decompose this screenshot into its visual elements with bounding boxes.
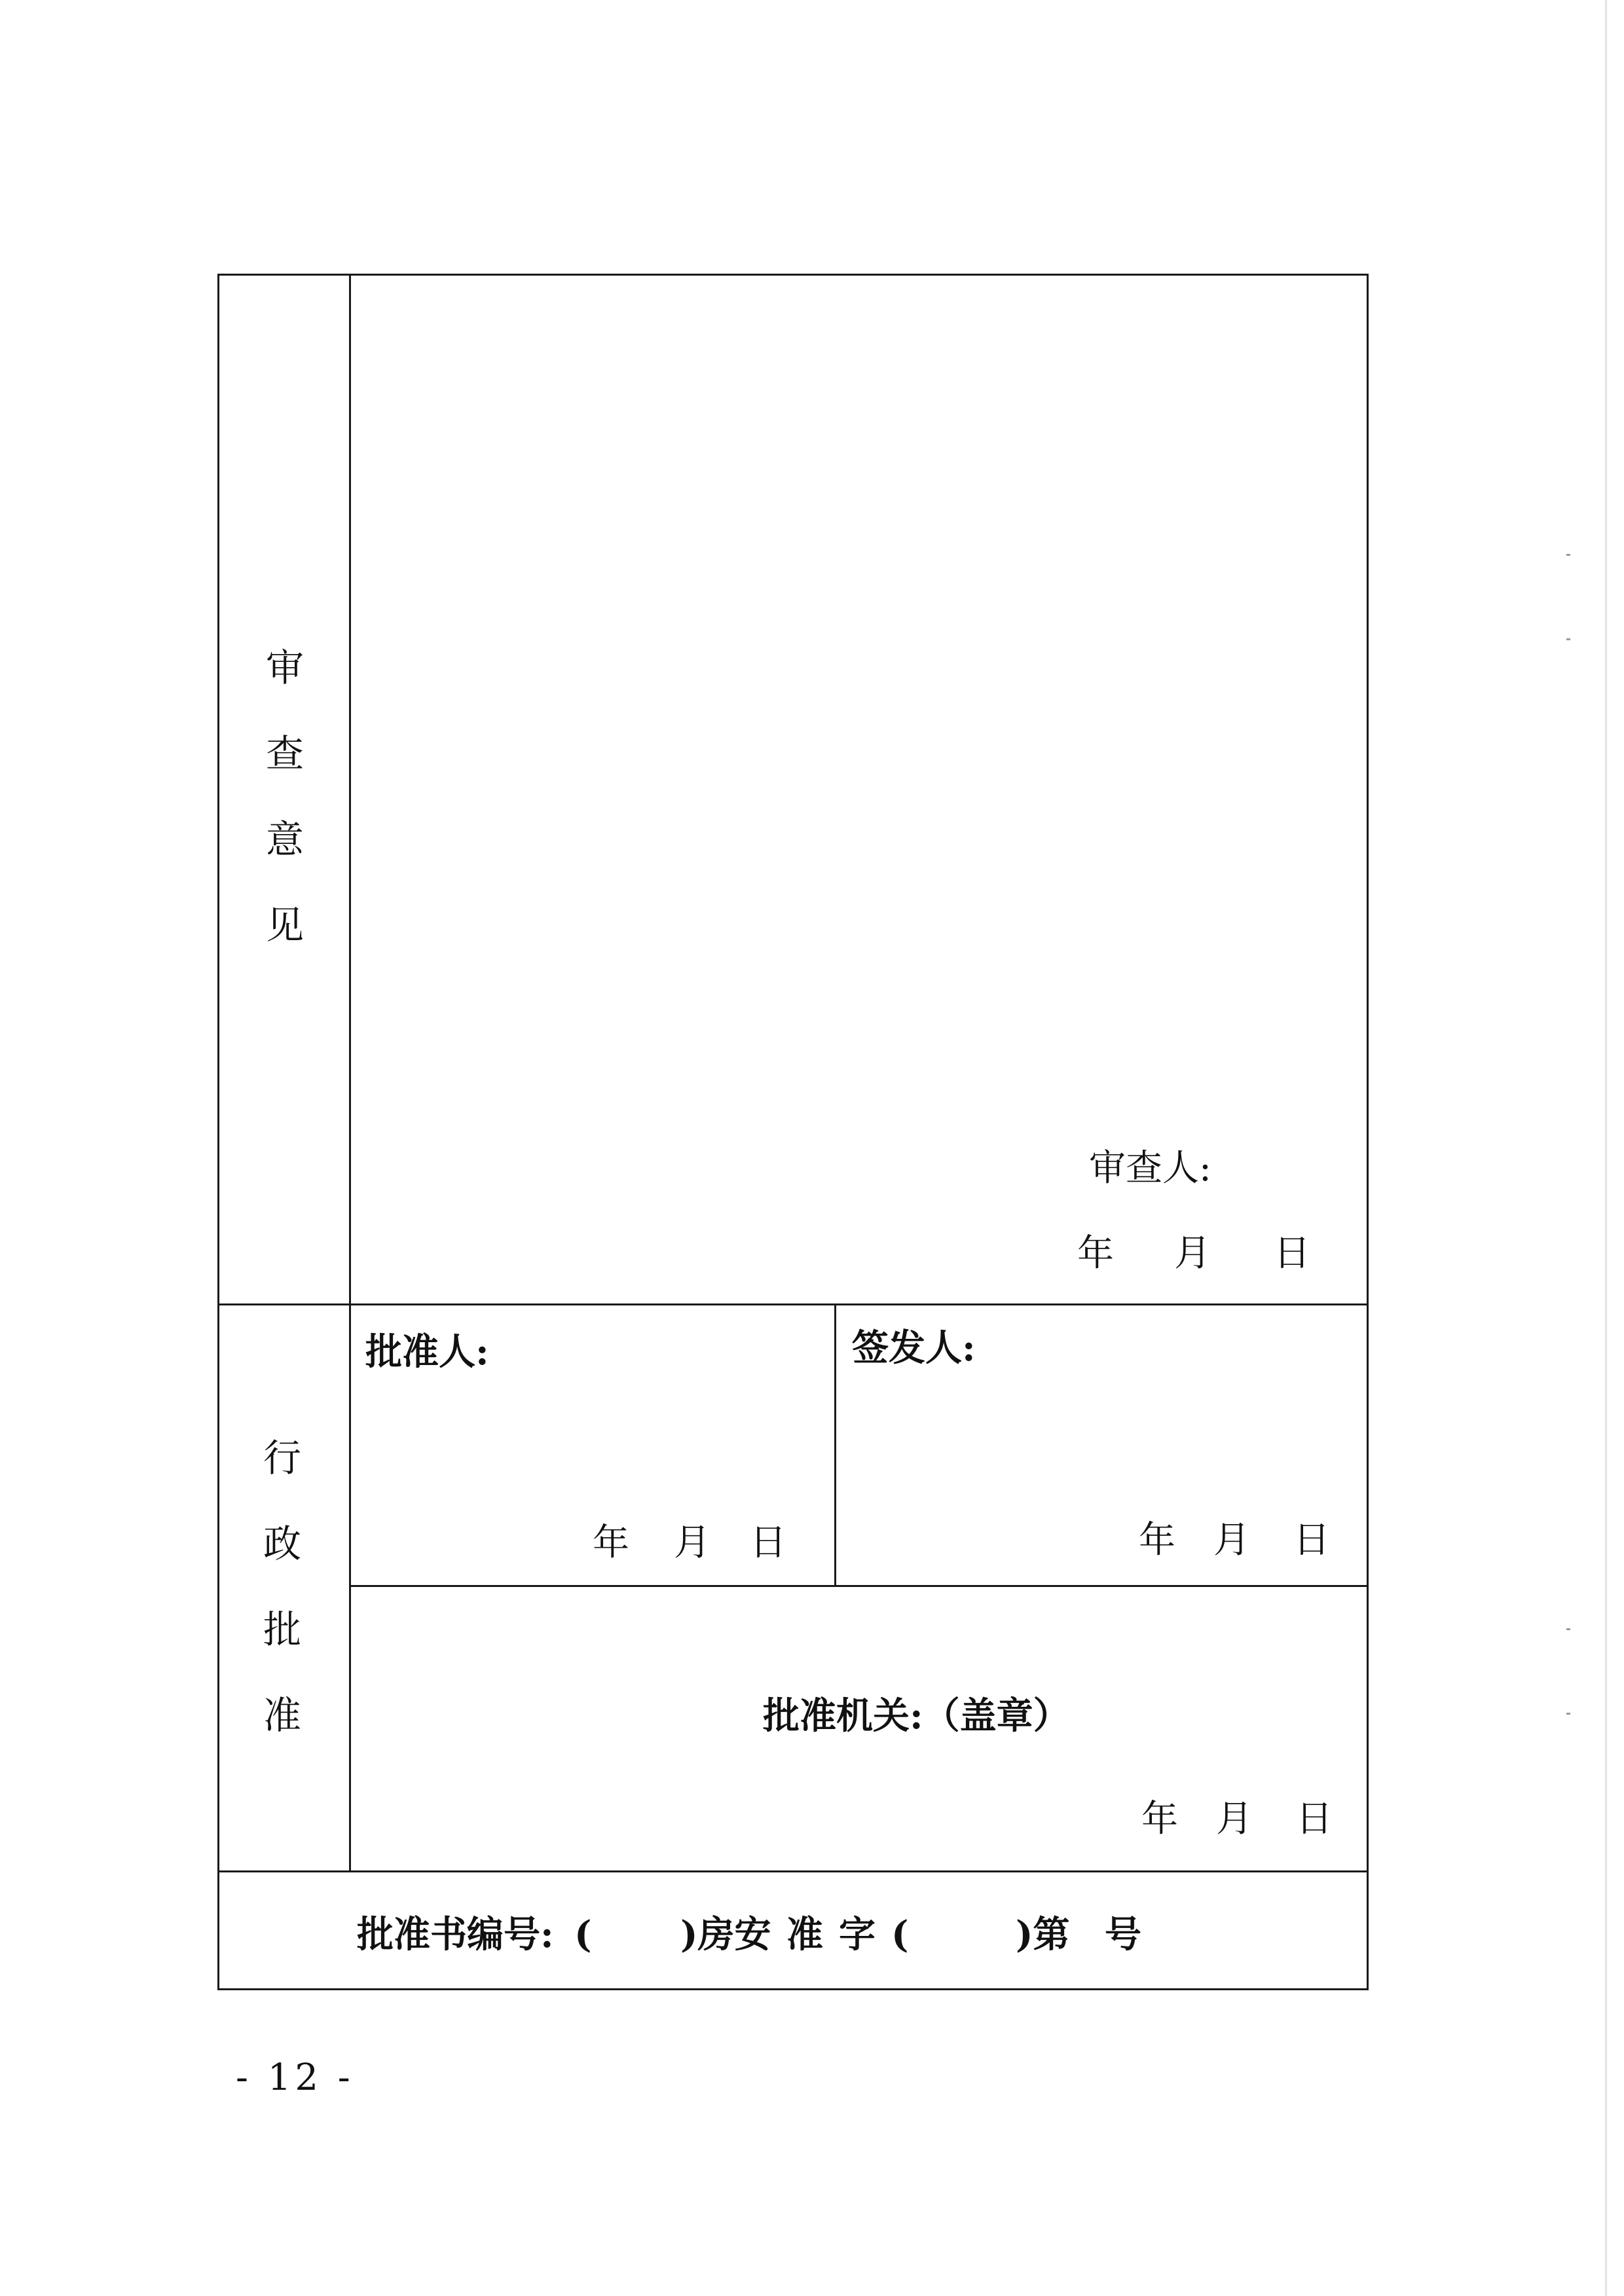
zhun-text: 准 [786, 1913, 823, 1956]
issuer-date [1139, 1519, 1330, 1561]
approver-label: 批准人: [365, 1330, 489, 1374]
day-label: 日 [1296, 1798, 1333, 1840]
scan-speck [1566, 1713, 1570, 1715]
open-paren: ( [574, 1913, 592, 1956]
review-label-char: 查 [265, 731, 304, 776]
month-label: 月 [1213, 1519, 1250, 1561]
label-column-divider [349, 276, 351, 1872]
scan-speck [1566, 638, 1570, 640]
reviewer-label: 审查人: [1089, 1147, 1211, 1190]
hao-text: 号 [1105, 1913, 1141, 1956]
page-edge [1605, 0, 1607, 2296]
review-label-char: 见 [265, 903, 304, 947]
year-label: 年 [593, 1522, 629, 1564]
di-text: )第 [1016, 1913, 1070, 1956]
review-section-bottom-border [219, 1303, 1367, 1305]
review-opinion-label [259, 646, 311, 992]
house-an-text: )房安 [680, 1913, 771, 1956]
open-paren-2: ( [891, 1913, 909, 1956]
approval-label-char: 批 [263, 1607, 301, 1652]
signers-section-bottom-border [349, 1585, 1367, 1587]
month-label: 月 [1216, 1798, 1253, 1840]
review-label-char: 审 [265, 646, 304, 690]
authority-date [1141, 1798, 1333, 1840]
day-label: 日 [1274, 1232, 1310, 1275]
month-label: 月 [1174, 1232, 1211, 1275]
certificate-number-line [357, 1913, 1141, 1956]
page-number: - 12 - [236, 2056, 354, 2099]
approval-label-char: 政 [263, 1522, 301, 1566]
certificate-number-label: 批准书编号: [357, 1913, 554, 1956]
approval-authority-label: 批准机关:（盖章） [763, 1694, 1070, 1738]
year-label: 年 [1139, 1519, 1175, 1561]
approval-section-bottom-border [219, 1870, 1367, 1872]
approval-label-char: 行 [263, 1436, 301, 1480]
scan-speck [1566, 554, 1570, 556]
year-label: 年 [1077, 1232, 1114, 1275]
issuer-label: 签发人: [852, 1326, 976, 1370]
approval-label-char: 准 [263, 1693, 301, 1738]
review-date [1077, 1232, 1310, 1275]
review-label-char: 意 [265, 817, 304, 862]
approval-form-table [217, 274, 1369, 1990]
month-label: 月 [674, 1522, 710, 1564]
approver-issuer-divider [834, 1303, 836, 1587]
year-label: 年 [1141, 1798, 1178, 1840]
zi-text: 字 [839, 1913, 876, 1956]
scan-speck [1566, 1628, 1570, 1630]
approver-date [593, 1522, 786, 1564]
day-label: 日 [1293, 1519, 1330, 1561]
administrative-approval-label [256, 1436, 308, 1782]
day-label: 日 [750, 1522, 786, 1564]
